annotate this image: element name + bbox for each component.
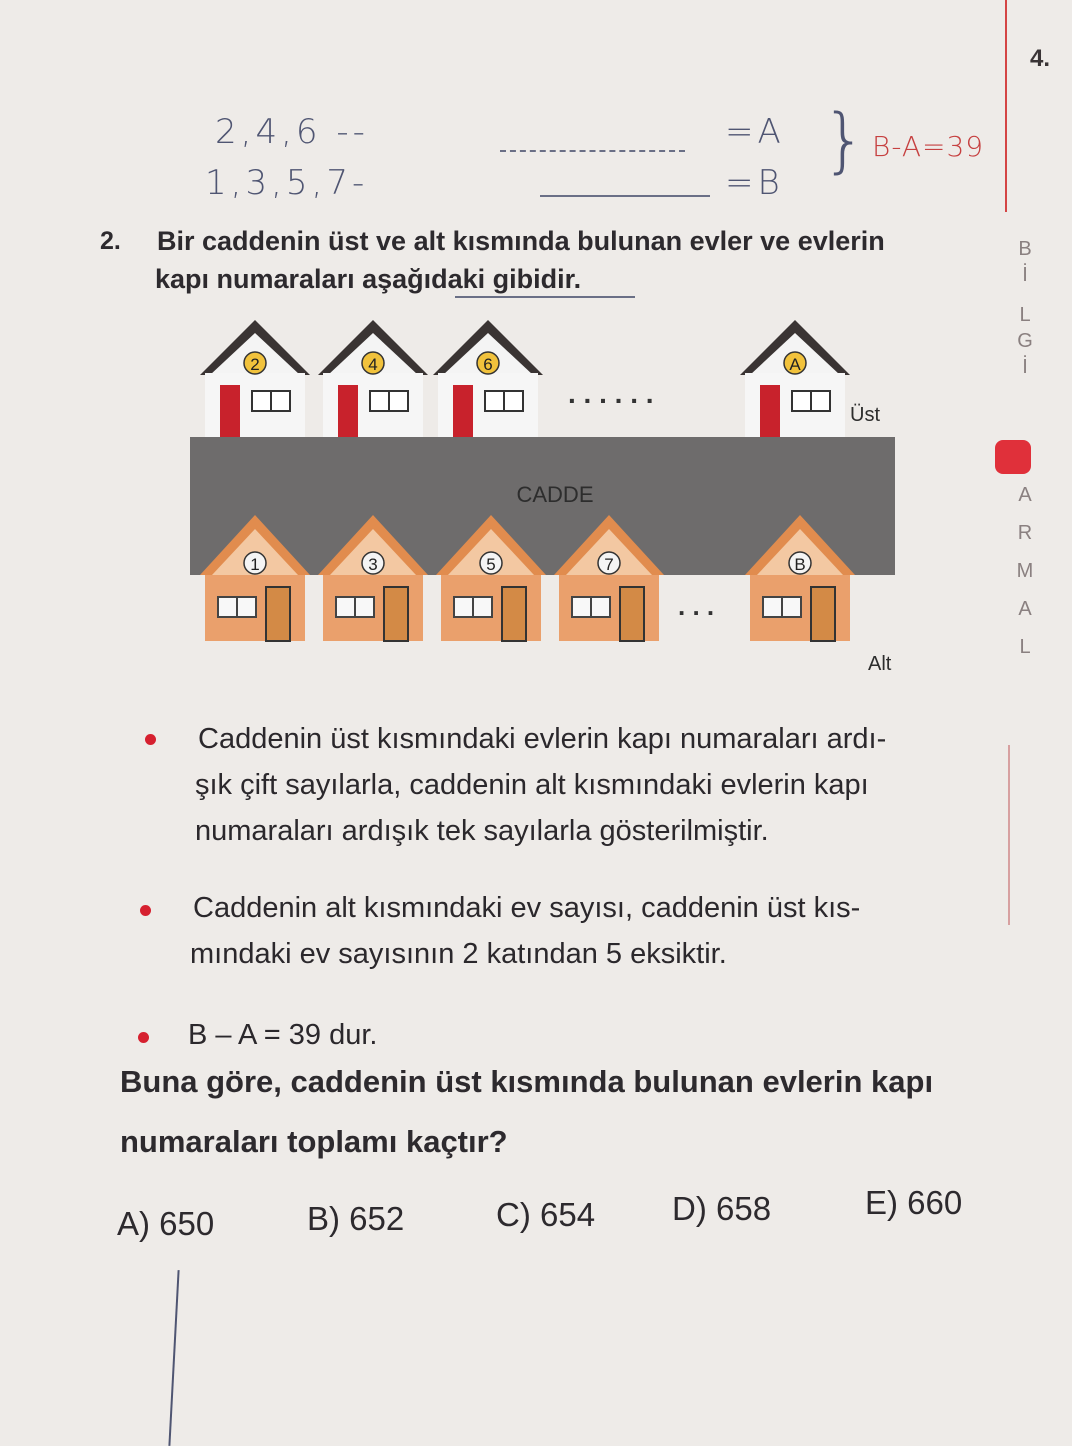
bullet-3-text: B – A = 39 dur. — [188, 1019, 378, 1051]
choice-d[interactable]: D) 658 — [672, 1190, 772, 1227]
bottom-house-label-3: 5 — [486, 555, 496, 574]
margin-letter-10: A — [1018, 598, 1032, 620]
question-line-2: kapı numaraları aşağıdaki gibidir. — [155, 264, 582, 294]
bullet-2-dot — [140, 905, 151, 916]
page-number: 4. — [1030, 45, 1051, 72]
handwriting-diff: B-A=39 — [872, 130, 985, 163]
handwriting-vertical-stroke — [168, 1270, 179, 1446]
question-number: 2. — [100, 227, 121, 255]
handwriting-dash-line — [500, 150, 685, 152]
top-house-2 — [318, 320, 428, 437]
bottom-house-label-4: 7 — [604, 555, 614, 574]
handwriting-eq-a: =A — [725, 112, 785, 152]
bullet-3-dot — [138, 1032, 149, 1043]
bottom-house-label-1: 1 — [250, 555, 260, 574]
top-house-1 — [200, 320, 310, 437]
top-side-label: Üst — [850, 404, 880, 426]
margin-letter-5: İ — [1022, 356, 1028, 378]
bottom-dots: . . . — [678, 591, 715, 621]
top-house-label-1: 2 — [250, 355, 260, 374]
bullet-2-line-2: mındaki ev sayısının 2 katından 5 eksiktir. — [190, 938, 727, 970]
bullet-1-line-1: Caddenin üst kısmındaki evlerin kapı numaraları ardı- — [198, 723, 887, 755]
top-house-label-2: 4 — [368, 355, 378, 374]
handwriting-brace: } — [822, 99, 867, 181]
choice-e[interactable]: E) 660 — [865, 1184, 963, 1221]
handwriting-underline — [540, 195, 710, 197]
margin-letter-3: L — [1019, 304, 1031, 326]
street-label: CADDE — [516, 482, 594, 507]
bullet-2-line-1: Caddenin alt kısmındaki ev sayısı, caddenin üst kıs- — [193, 892, 861, 924]
margin-letter-8: R — [1017, 522, 1033, 544]
margin-letter-2: İ — [1022, 264, 1028, 286]
margin-letter-11: L — [1019, 636, 1031, 658]
street-figure — [190, 315, 910, 675]
margin-line — [1005, 0, 1007, 212]
top-dots: . . . . . . — [568, 378, 654, 409]
prompt-line-1: Buna göre, caddenin üst kısmında bulunan evlerin kapı — [120, 1064, 934, 1099]
choice-a[interactable]: A) 650 — [117, 1205, 215, 1242]
bottom-house-label-b: B — [794, 555, 806, 574]
top-house-label-3: 6 — [483, 355, 493, 374]
top-house-a — [740, 320, 850, 437]
choice-c[interactable]: C) 654 — [496, 1196, 596, 1233]
margin-letter-9: M — [1016, 560, 1034, 582]
margin-line-lower — [1008, 745, 1010, 925]
bottom-side-label: Alt — [868, 653, 892, 675]
handwriting-evens: 2,4,6 -- — [215, 112, 369, 152]
bullet-1-dot — [145, 734, 156, 745]
choice-b[interactable]: B) 652 — [307, 1200, 405, 1237]
bottom-house-label-2: 3 — [368, 555, 378, 574]
margin-letter-1: B — [1018, 238, 1032, 260]
handwriting-eq-b: =B — [725, 163, 784, 203]
bullet-1-line-3: numaraları ardışık tek sayılarla gösterilmiştir. — [195, 815, 769, 847]
handwriting-odds: 1,3,5,7- — [205, 163, 369, 203]
question-line-1: Bir caddenin üst ve alt kısmında bulunan evler ve evlerin — [157, 226, 885, 256]
margin-letter-4: G — [1017, 330, 1033, 352]
margin-letter-7: A — [1018, 484, 1032, 506]
prompt-line-2: numaraları toplamı kaçtır? — [120, 1124, 508, 1159]
publisher-logo-icon — [995, 440, 1031, 474]
top-house-label-a: A — [789, 355, 801, 374]
bullet-1-line-2: şık çift sayılarla, caddenin alt kısmındaki evlerin kapı — [195, 769, 869, 801]
top-house-3 — [433, 320, 543, 437]
handwriting-underline-q — [455, 296, 635, 298]
